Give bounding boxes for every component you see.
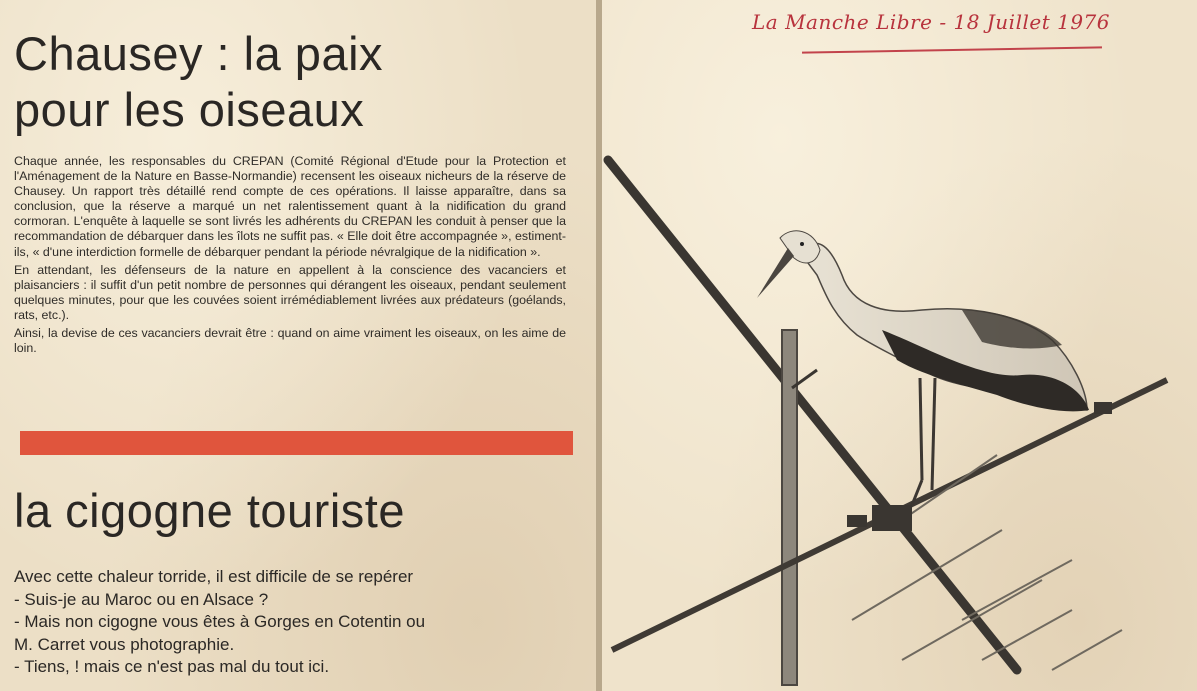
article-paragraph: En attendant, les défenseurs de la nature en appellent à la conscience des vacanciers et plaisanciers : il suffit d'un petit nombre de personnes qui dérangent les oiseaux, pendant seulement quelques minutes, pour que les couvées soient irrémédiablement livrées aux prédateurs (goélands, rats, etc.). (14, 262, 566, 322)
caption-line: Avec cette chaleur torride, il est difficile de se repérer (14, 567, 414, 586)
caption-cigogne (14, 566, 574, 679)
caption-line: - Suis-je au Maroc ou en Alsace ? (14, 589, 269, 609)
newspaper-clipping-left (0, 0, 596, 691)
handwritten-underline (802, 46, 1102, 53)
red-divider-bar (20, 431, 573, 455)
antenna-icon (608, 160, 1167, 685)
article-chausey (14, 154, 566, 359)
headline-cigogne: la cigogne touriste (14, 484, 405, 537)
caption-line: M. Carret vous photographie. (14, 634, 235, 654)
handwritten-source-note: La Manche Libre - 18 Juillet 1976 (752, 10, 1110, 34)
article-paragraph: Ainsi, la devise de ces vacanciers devrait être : quand on aime vraiment les oiseaux, on les aime de loin. (14, 326, 566, 356)
caption-line: - Tiens, ! mais ce n'est pas mal du tout ici. (14, 657, 330, 676)
caption-line: - Mais non cigogne vous êtes à Gorges en Cotentin ou (14, 612, 426, 631)
stork-on-antenna-photo (602, 60, 1197, 691)
newspaper-clipping-right (602, 0, 1197, 691)
article-paragraph: Chaque année, les responsables du CREPAN (Comité Régional d'Etude pour la Protection et l'Aménagement de la Nature en Basse-Normandie) recensent les oiseaux nicheurs de la réserve de Chausey. Un rapport très détaillé rend compte de ces opérations. Il laisse apparaître, dans sa conclusion, que la réserve a marqué un net ralentissement quant à la nidification du grand cormoran. L'enquête à laquelle se sont livrés les adhérents du CREPAN les conduit à penser que la recommandation de débarquer dans les îlots ne suffit pas. « Elle doit être accompagnée », estiment-ils, « d'une interdiction formelle de débarquer pendant la période névralgique de la nidification ». (14, 154, 566, 259)
stork-icon (757, 231, 1089, 505)
headline-chausey: Chausey : la paix pour les oiseaux (14, 27, 384, 136)
